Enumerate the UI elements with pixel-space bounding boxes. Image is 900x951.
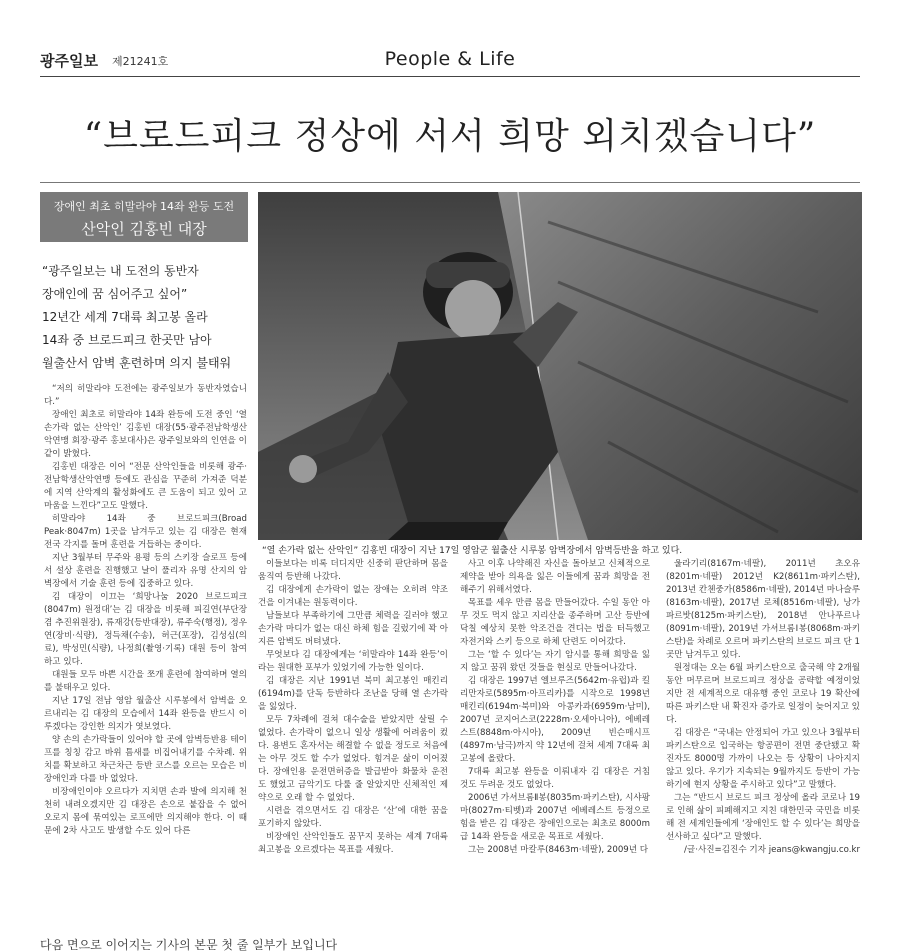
article-column-3 <box>460 558 650 857</box>
section-title: People & Life <box>384 48 516 70</box>
paragraph: 원정대는 오는 6월 파키스탄으로 출국해 약 2개월 동안 머무르며 브로드피크 정상을 공략할 예정이었지만 전 세계적으로 대유행 중인 코로나 19 확산에 따른 파키스탄 내 확진자 증가로 일정이 늦어지고 있다. <box>666 663 860 725</box>
paragraph: 김 대장에게 손가락이 없는 장애는 오히려 약조건을 이겨내는 원동력이다. <box>258 585 448 608</box>
climbing-photo <box>258 192 862 540</box>
paragraph: 김홍빈 대장은 이어 “전문 산악인들을 비롯해 광주·전남학생산악연맹 등에도 관심을 꾸준히 가져준 덕분에 지역 산악계의 활성화에도 큰 도움이 되고 있어 고마움을 느낀다”고도 말했다. <box>44 462 247 511</box>
subheading-line1: 장애인 최초 히말라야 14좌 완등 도전 <box>53 200 235 213</box>
paragraph: 김 대장이 이끄는 ‘희망나눔 2020 브로드피크(8047m) 원정대’는 김 대장을 비롯해 피길연(부단장 겸 추진위원장), 류재강(등반대장), 류주숙(행정), 정우연(장비·식량), 정득채(수송), 허근(포장), 김성심(의료), 박성민(식량), 나정희(촬영·기록) 대원 등이 참여하고 있다. <box>44 592 247 667</box>
pull-quote: 14좌 중 브로드피크 한곳만 남아 <box>42 333 212 347</box>
paragraph: 무엇보다 김 대장에게는 ‘히말라야 14좌 완등’이라는 원대한 포부가 있었기에 가능한 일이다. <box>258 650 448 673</box>
byline: /글·사진=김진수 기자 jeans@kwangju.co.kr <box>684 845 860 855</box>
climber-photo-illustration <box>258 192 862 540</box>
headline: “브로드피크 정상에 서서 희망 외치겠습니다” <box>83 116 817 157</box>
article-column-2 <box>258 558 448 857</box>
issue-number: 제21241호 <box>112 55 169 68</box>
paragraph: 히말라야 14좌 중 브로드피크(Broad Peak·8047m) 1곳을 남겨두고 있는 김 대장은 현재 전국 각지를 돌며 훈련을 거듭하는 중이다. <box>44 514 247 550</box>
paragraph: “저의 히말라야 도전에는 광주일보가 동반자였습니다.” <box>44 384 247 407</box>
paragraph: 김 대장은 “국내는 안정되어 가고 있으나 3월부터 파키스탄으로 입국하는 항공편이 전면 중단됐고 확진자도 8000명 가까이 나오는 등 상황이 나아지지 않고 있다. 우기가 지속되는 9월까지도 등반이 가능하기에 현지 상황을 주시하고 있다”고 말했다. <box>666 728 860 790</box>
paragraph: 목표를 세우 만큼 몸을 만들어갔다. 수일 동안 아무 것도 먹지 않고 지리산을 종주하며 고산 등반에 닥칠 예상치 못한 악조건을 견디는 법을 터득했고 자전거와 스키 등으로 하체 단련도 이어갔다. <box>460 598 650 647</box>
article-column-1 <box>44 383 247 838</box>
paragraph: 대원들 모두 바쁜 시간을 쪼개 훈련에 참여하며 열의를 불태우고 있다. <box>44 670 247 693</box>
masthead <box>40 48 860 77</box>
paragraph: 시련을 겪으면서도 김 대장은 ‘산’에 대한 꿈을 포기하지 않았다. <box>258 806 448 829</box>
paragraph: 모두 7차례에 걸쳐 대수술을 받았지만 살릴 수 없었다. 손가락이 없으니 일상 생활에 어려움이 컸다. 용변도 혼자서는 해결할 수 없을 정도로 처음에는 아무 것도 할 수가 없었다. 힘겨운 삶이 이어졌다. 장애인용 운전면허증을 발급받아 화물차 운전도 했었고 금악기도 다룰 줄 알았지만 신체적인 제약으로 오래 할 수 없었다. <box>258 715 448 803</box>
paragraph: 지난 3월부터 무주와 용평 등의 스키장 슬로프 등에서 설상 훈련을 진행했고 날이 풀리자 유명 산지의 암벽장에서 기술 훈련 등에 집중하고 있다. <box>44 553 247 589</box>
paragraph: 그는 2008년 마칼루(8463m·네팔), 2009년 다 <box>468 845 649 855</box>
paragraph: 그는 “반드시 브로드 피크 정상에 올라 코로나 19로 인해 삶이 피폐해지고 지친 대한민국 국민을 비롯해 전 세계인들에게 ‘장애인도 할 수 있다’는 희망을 선사하고 싶다”고 말했다. <box>666 793 860 842</box>
paragraph: 양 손의 손가락들이 있어야 할 곳에 암벽등반용 테이프를 칭칭 감고 바위 틈새를 비집어내기를 수차례. 위치를 확보하고 차근차근 등반 코스를 오르는 모습은 비장애인과 다를 바 없었다. <box>44 735 247 784</box>
photo-caption: “열 손가락 없는 산악인” 김홍빈 대장이 지난 17일 영암군 월출산 시루봉 암벽장에서 암벽등반을 하고 있다. <box>262 546 683 556</box>
paragraph: 비장애인 산악인들도 꿈꾸지 못하는 세계 7대륙 최고봉을 오르겠다는 목표를 세웠다. <box>258 832 448 855</box>
article-column-4 <box>666 558 860 857</box>
paragraph: 비장애인이야 오르다가 지치면 손과 발에 의지해 천천히 내려오겠지만 김 대장은 손으로 붙잡을 수 없어 오로지 몸에 묶여있는 로프에만 의지해야 한다. 이 때문에 2차 사고도 발생할 수도 있어 다른 <box>44 787 247 836</box>
subheading-box <box>40 192 248 242</box>
paragraph: 장애인 최초로 히말라야 14좌 완등에 도전 중인 ‘열 손가락 없는 산악인’ 김홍빈 대장(55·광주전남학생산악연맹 회장·광주 홍보대사)은 광주일보와의 인연을 이같이 밝혔다. <box>44 410 247 459</box>
headline-rule <box>40 182 860 183</box>
paragraph: 남들보다 부족하기에 그만큼 체력을 길러야 했고 손가락 마디가 없는 대신 하체 힘을 길렀기에 꽉 아지른 암벽도 버텨냈다. <box>258 611 448 647</box>
paragraph: 김 대장은 지난 1991년 북미 최고봉인 매킨리(6194m)를 단독 등반하다 조난을 당해 열 손가락을 잃었다. <box>258 676 448 712</box>
pull-quote: 장애인에 꿈 심어주고 싶어” <box>42 287 188 301</box>
pull-quote: 월출산서 암벽 훈련하며 의지 불태워 <box>42 356 232 370</box>
paragraph: 울라기리(8167m·네팔), 2011년 초오유(8201m·네팔) 2012년 K2(8611m·파키스탄), 2013년 칸첸중가(8586m·네팔), 2014년 마나슬루(8163m·네팔), 2017년 로체(8516m·네팔), 낭가파르밧(8125m·파키스탄), 2018년 안나푸르나(8091m·네팔), 2019년 가셔브롬Ⅰ봉(8068m·파키스탄)을 차례로 오르며 파키스탄의 브로드 피크 단 1곳만 남겨두고 있다. <box>666 559 860 660</box>
paragraph: 김 대장은 1997년 엘브루즈(5642m·유럽)과 킬리만자로(5895m·아프리카)를 시작으로 1998년 매킨리(6194m·북미)와 아콩카과(6959m·남미), 2007년 코지어스코(2228m·오세아니아), 에베레스트(8848m·아시아), 2009년 빈슨매시프(4897m·남극)까지 약 12년에 걸쳐 세계 7대륙 최고봉에 올랐다. <box>460 676 650 764</box>
pull-quote: 12년간 세계 7대륙 최고봉 올라 <box>42 310 208 324</box>
pull-quote: “광주일보는 내 도전의 동반자 <box>42 264 199 278</box>
paragraph: 7대륙 최고봉 완등을 이뤄내자 김 대장은 거침 것도 두려운 것도 없었다. <box>460 767 650 790</box>
paragraph: 그는 ‘할 수 있다’는 자기 암시를 통해 희망을 잃지 않고 꿈꿔 왔던 것들을 현실로 만들어나갔다. <box>460 650 650 673</box>
pull-quotes <box>42 260 252 375</box>
paragraph: 2006년 가셔브롬Ⅱ봉(8035m·파키스탄), 시샤팡마(8027m·티벳)과 2007년 에베레스트 등정으로 힘을 받은 김 대장은 장애인으로는 최초로 8000m 급 14좌 완등을 새로운 목표로 세웠다. <box>460 793 650 842</box>
paper-name: 광주일보 <box>40 52 98 70</box>
paragraph: 이들보다는 비록 더디지만 신중히 판단하며 몸을 움직여 등반해 나갔다. <box>258 559 448 582</box>
subheading-line2: 산악인 김홍빈 대장 <box>81 220 207 238</box>
paragraph: 사고 이후 나약해진 자신을 돌아보고 신체적으로 제약을 받아 의욕을 잃은 이들에게 꿈과 희망을 전해주기 위해서였다. <box>460 559 650 595</box>
next-article-strip: 다음 면으로 이어지는 기사의 본문 첫 줄 일부가 보입니다 <box>40 938 338 951</box>
paragraph: 지난 17일 전남 영암 월출산 시루봉에서 암벽을 오르내리는 김 대장의 모습에서 14좌 완등을 반드시 이루겠다는 강인한 의지가 엿보였다. <box>44 696 247 732</box>
